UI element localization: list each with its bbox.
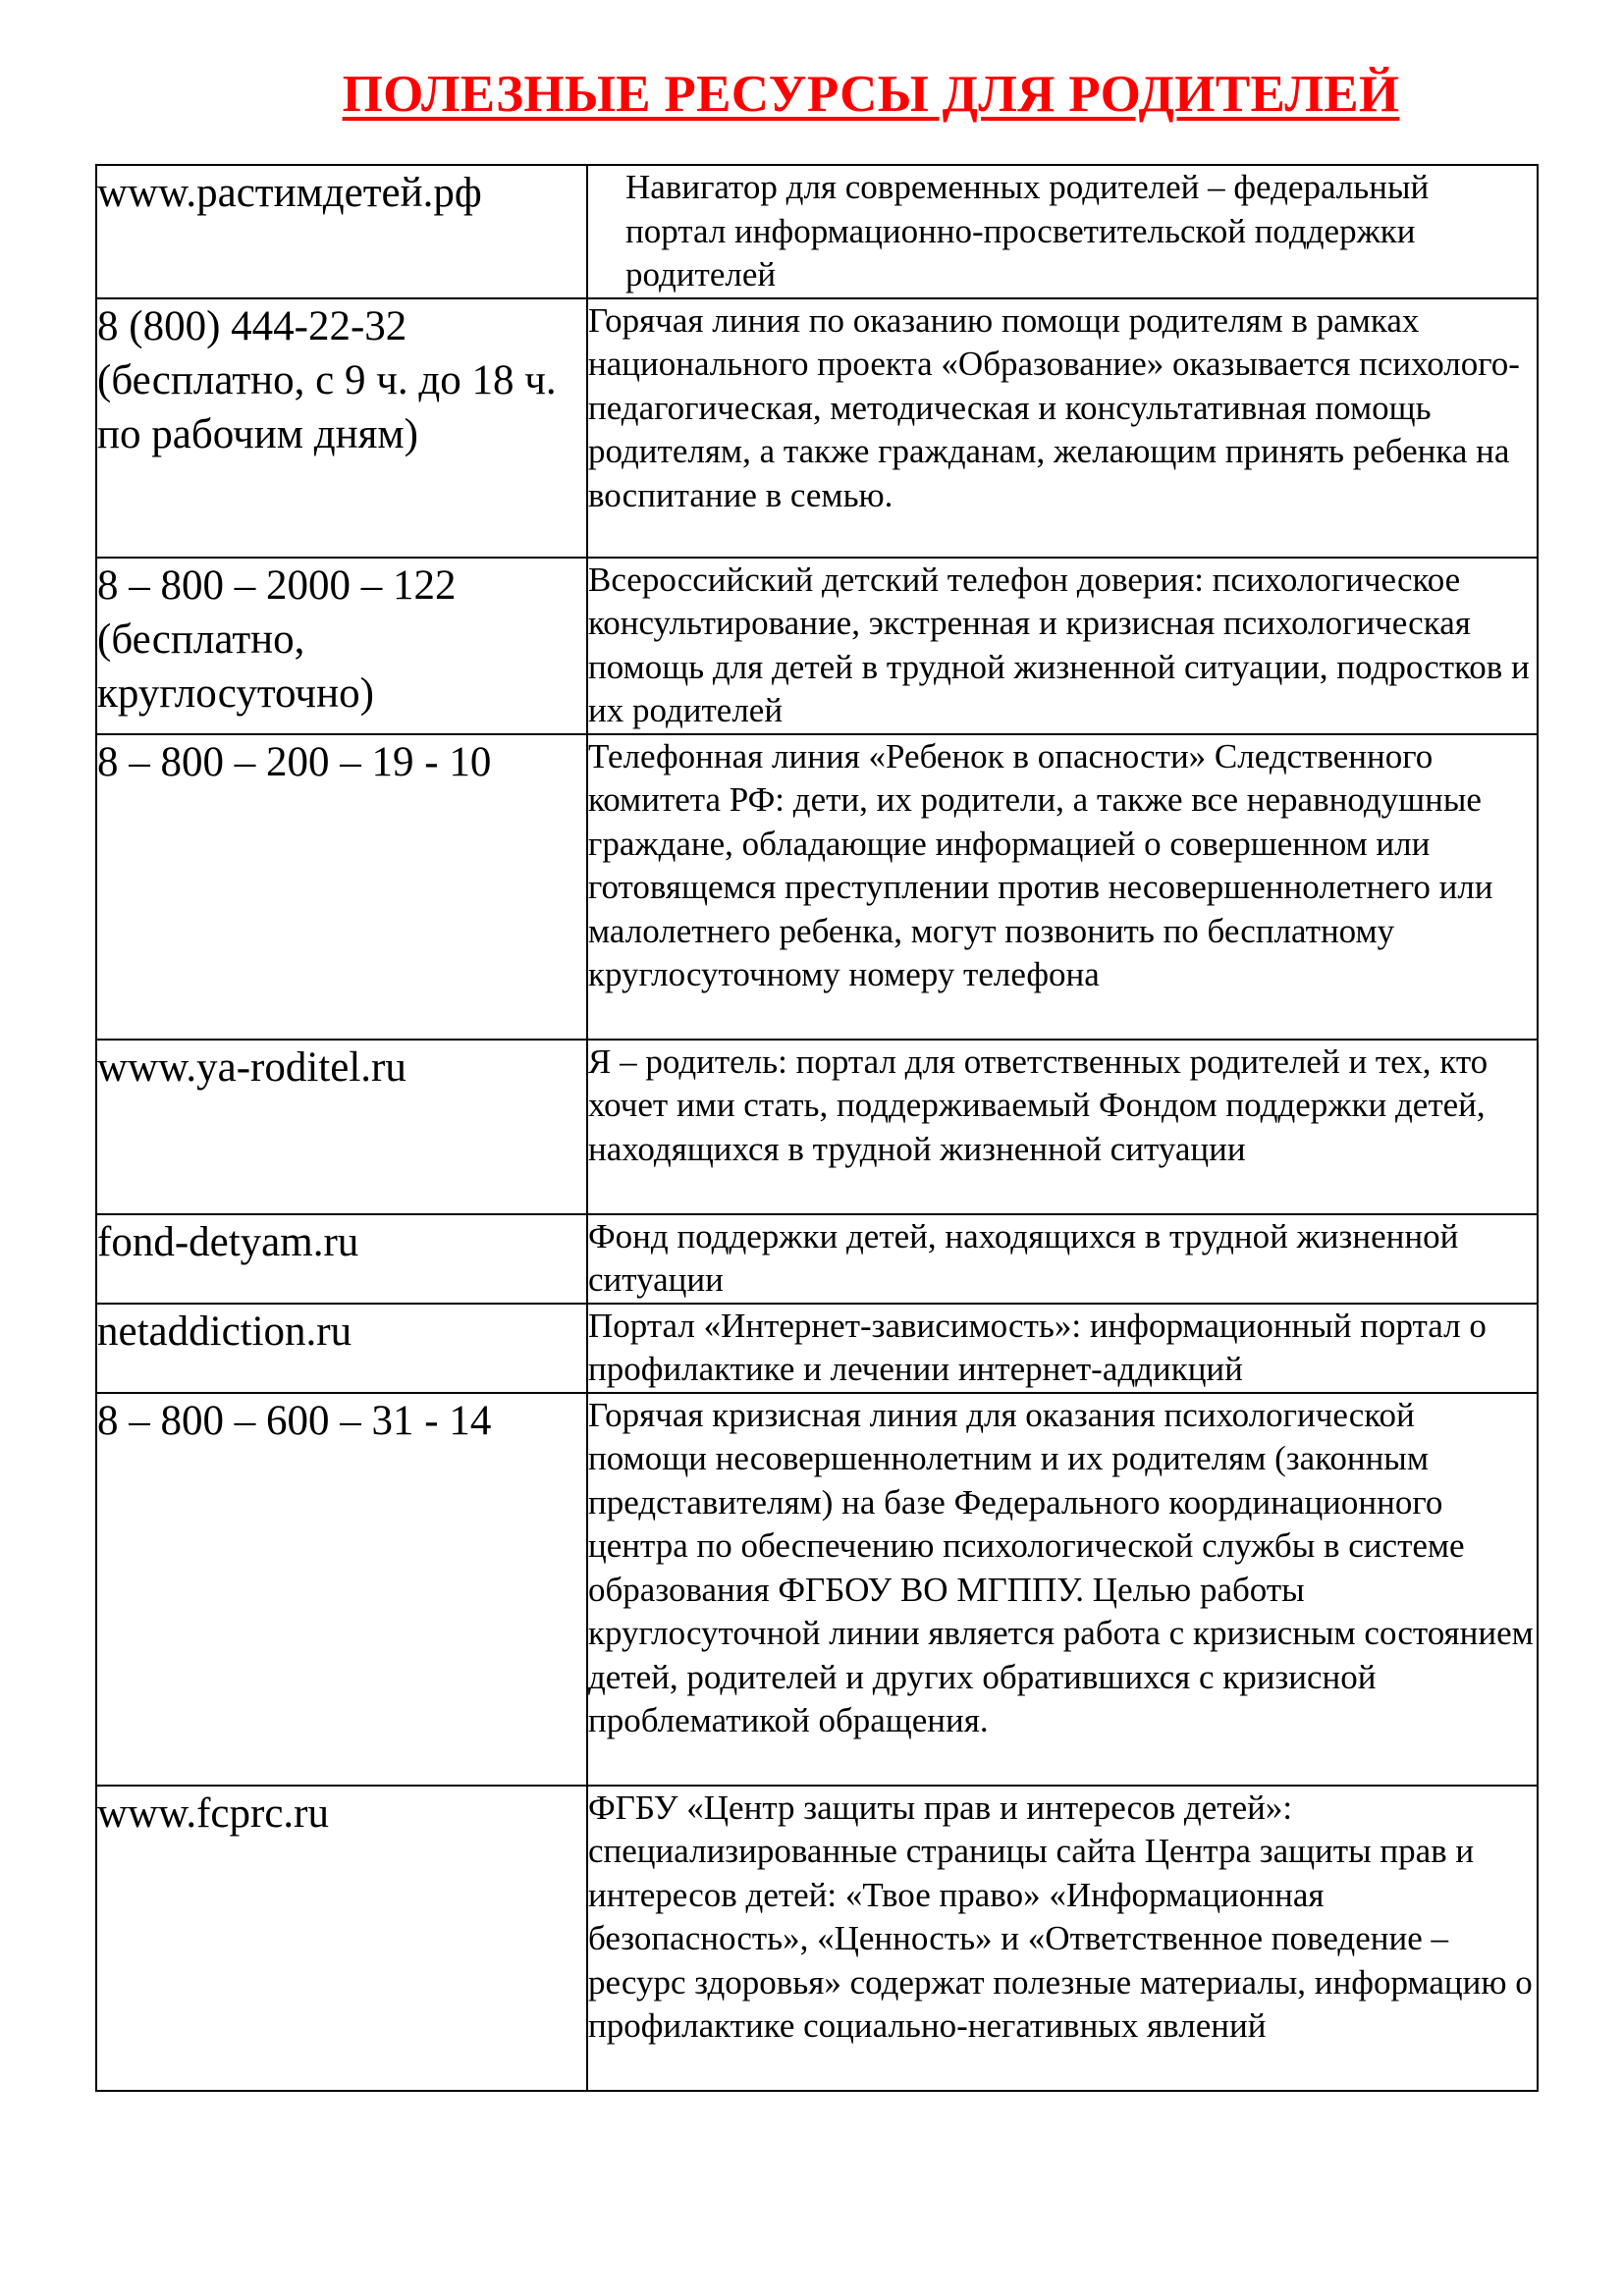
resources-table xyxy=(95,164,1539,2092)
resource-description: Фонд поддержки детей, находящихся в трудной жизненной ситуации xyxy=(587,1214,1538,1304)
table-row xyxy=(96,1304,1538,1393)
resource-contact: 8 – 800 – 2000 – 122 (бесплатно, круглосуточно) xyxy=(96,558,587,734)
resource-contact: netaddiction.ru xyxy=(96,1304,587,1393)
resource-contact: fond-detyam.ru xyxy=(96,1214,587,1304)
resource-contact: www.растимдетей.рф xyxy=(96,165,587,298)
resource-contact: www.ya-roditel.ru xyxy=(96,1040,587,1214)
resource-description: ФГБУ «Центр защиты прав и интересов детей»: специализированные страницы сайта Центра защиты прав и интересов детей: «Твое право» «Информационная безопасность», «Ценность» и «Ответственное поведение – ресурс здоровья» содержат полезные материалы, информацию о профилактике социально-негативных явлений xyxy=(587,1786,1538,2091)
table-row xyxy=(96,165,1538,298)
resource-description: Навигатор для современных родителей – федеральный портал информационно-просветительской поддержки родителей xyxy=(587,165,1538,298)
resource-description: Портал «Интернет-зависимость»: информационный портал о профилактике и лечении интернет-аддикций xyxy=(587,1304,1538,1393)
resource-description: Я – родитель: портал для ответственных родителей и тех, кто хочет ими стать, поддерживаемый Фондом поддержки детей, находящихся в трудной жизненной ситуации xyxy=(587,1040,1538,1214)
resource-contact: 8 (800) 444-22-32 (бесплатно, с 9 ч. до 18 ч. по рабочим дням) xyxy=(96,298,587,558)
resource-description: Всероссийский детский телефон доверия: психологическое консультирование, экстренная и кризисная психологическая помощь для детей в трудной жизненной ситуации, подростков и их родителей xyxy=(587,558,1538,734)
resource-contact: www.fcprc.ru xyxy=(96,1786,587,2091)
table-row xyxy=(96,1214,1538,1304)
table-row xyxy=(96,734,1538,1040)
table-row xyxy=(96,1393,1538,1786)
table-row xyxy=(96,1786,1538,2091)
resource-description: Горячая кризисная линия для оказания психологической помощи несовершеннолетним и их родителям (законным представителям) на базе Федерального координационного центра по обеспечению психологической службы в системе образования ФГБОУ ВО МГППУ. Целью работы круглосуточной линии является работа с кризисным состоянием детей, родителей и других обратившихся с кризисной проблематикой обращения. xyxy=(587,1393,1538,1786)
table-row xyxy=(96,1040,1538,1214)
resource-contact: 8 – 800 – 200 – 19 - 10 xyxy=(96,734,587,1040)
table-row xyxy=(96,298,1538,558)
page-title: ПОЛЕЗНЫЕ РЕСУРСЫ ДЛЯ РОДИТЕЛЕЙ xyxy=(342,66,1400,123)
table-row xyxy=(96,558,1538,734)
resource-description: Телефонная линия «Ребенок в опасности» Следственного комитета РФ: дети, их родители, а также все неравнодушные граждане, обладающие информацией о совершенном или готовящемся преступлении против несовершеннолетнего или малолетнего ребенка, могут позвонить по бесплатному круглосуточному номеру телефона xyxy=(587,734,1538,1040)
resource-contact: 8 – 800 – 600 – 31 - 14 xyxy=(96,1393,587,1786)
resource-description: Горячая линия по оказанию помощи родителям в рамках национального проекта «Образование» оказывается психолого-педагогическая, методическая и консультативная помощь родителям, а также гражданам, желающим принять ребенка на воспитание в семью. xyxy=(587,298,1538,558)
